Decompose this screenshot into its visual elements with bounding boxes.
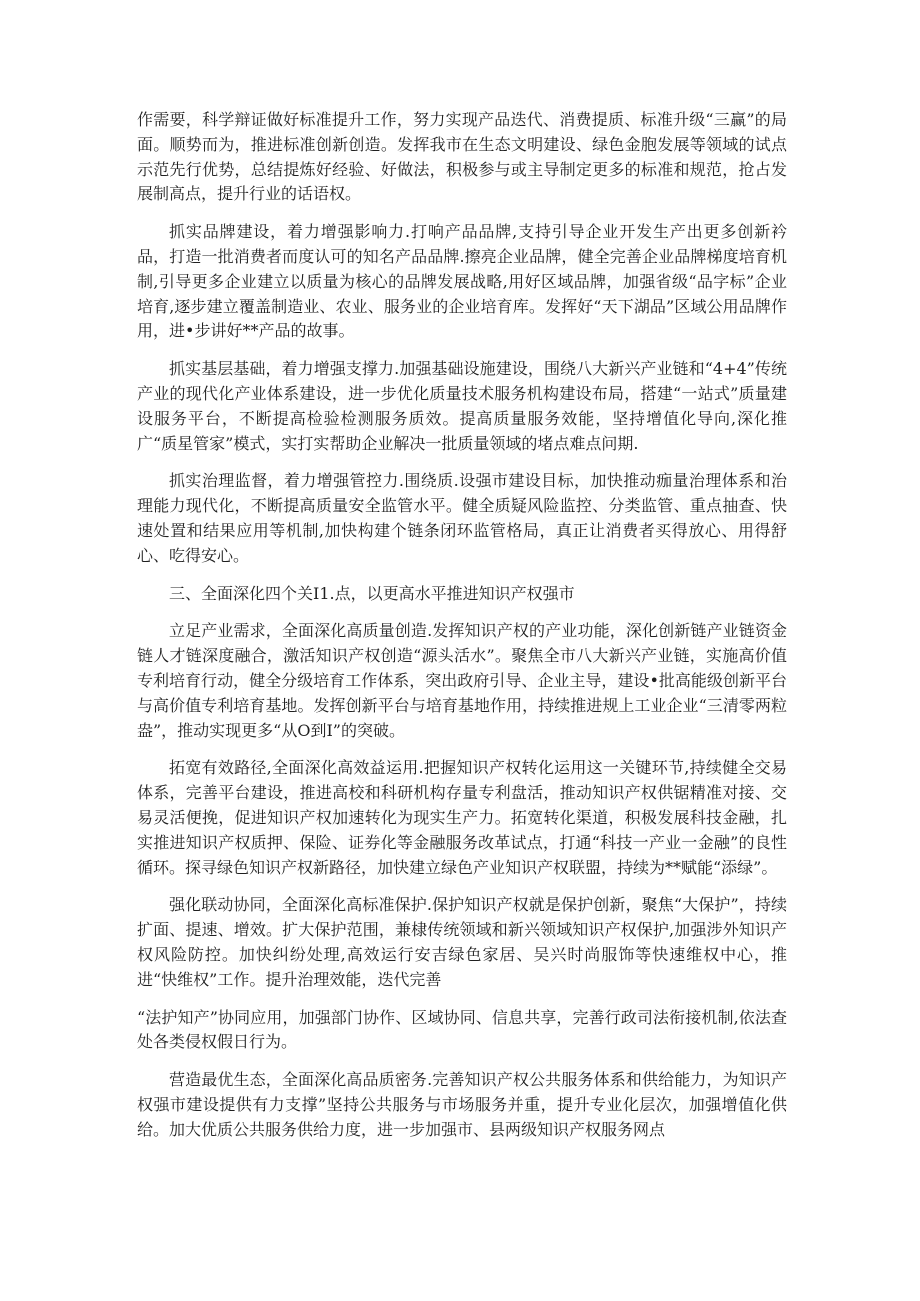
paragraph-foundation: 抓实基层基础，着力增强支撑力.加强基础设施建设，围绕八大新兴产业链和“4+4”传统产业的现代化产业体系建设，进一步优化质量技术服务机构建设布局，搭建“一站式”质量建设服务平台，不断提高检验检测服务质效。提高质量服务效能，坚持增值化导向,深化推广“质星管家”模式，实打实帮助企业解决一批质量领域的堵点难点问期. — [137, 359, 787, 453]
paragraph-supervision: 抓实治理监督，着力增强管控力.围绕质.设强市建设目标，加快推动痂量治理体系和治理能力现代化，不断提高质量安全监管水平。健全质疑风险监控、分类监管、重点抽查、快速处置和结果应用等机制,加快构建个链条闭环监管格局，真正让消费者买得放心、用得舒心、吃得安心。 — [137, 471, 787, 565]
paragraph-protection: 强化联动协同，全面深化高标准保护.保护知识产权就是保护创新，聚焦“大保护”，持续扩面、提速、增效。扩大保护范围，兼棣传统领域和新兴领域知识产权保护,加强涉外知识产权风险防控。加快纠纷处理,高效运行安吉绿色家居、吴兴时尚服饰等快速维权中心，推进“快维权”工作。提升治理效能，迭代完善 — [137, 895, 787, 989]
paragraph-standards: 作需要，科学辩证做好标准提升工作，努力实现产品迭代、消费提质、标准升级“三赢”的局面。顺势而为，推进标准创新创造。发挥我市在生态文明建设、绿色金胞发展等领域的试点示范先行优势，总结提炼好经验、好做法，积极参与或主导制定更多的标准和规范，抢占发展制高点，提升行业的话语权。 — [137, 110, 787, 204]
paragraph-creation: 立足产业需求，全面深化高质量创造.发挥知识产权的产业功能，深化创新链产业链资金链人才链深度融合，激活知识产权创造“源头活水”。聚焦全市八大新兴产业链，实施高价值专利培育行动，健全分级培育工作体系，突出政府引导、企业主导，建设•批高能级创新平台与高价值专利培育基地。发挥创新平台与培育基地作用，持续推进规上工业企业“三清零两粒盎”，推动实现更多“从O到I”的突破。 — [137, 621, 787, 740]
paragraph-protection-continued: “法护知产”协同应用，加强部门协作、区域协同、信息共享，完善行政司法衔接机制,依法查处各类侵权假日行为。 — [137, 1007, 787, 1052]
paragraph-brand: 抓实品牌建设，着力增强影响力.打响产品品牌,支持引导企业开发生产出更多创新衿品，打造一批消费者而度认可的知名产品品牌.擦亮企业品牌，健全完善企业品牌梯度培育机制,引导更多企业建立以质量为核心的品牌发展战略,用好区域品牌，加强省级“品字标”企业培育,逐步建立覆盖制造业、农业、服务业的企业培育库。发挥好“天下湖品”区域公用品牌作用，进•步讲好**产品的故事。 — [137, 222, 787, 341]
paragraph-break — [137, 993, 787, 1006]
document-body — [137, 108, 787, 1155]
section-heading-ip: 三、全面深化四个关I1.点，以更高水平推进知识产权强市 — [169, 583, 575, 603]
paragraph-service: 营造最优生态，全面深化高品质密务.完善知识产权公共服务体系和供给能力，为知识产权强市建设提供有力支撑”坚持公共服务与市场服务并重，提升专业化层次，加强增值化供给。加大优质公共服务供给力度，进一步加强市、县两级知识产权服务网点 — [137, 1070, 787, 1139]
paragraph-application: 拓宽有效路径,全面深化高效益运用.把握知识产权转化运用这一关键环节,持续健全交易体系，完善平台建设，推进高校和科研机构存量专利盘活，推动知识产权供锯精准对接、交易灵活便挽，促进知识产权加速转化为现实生产力。拓宽转化渠道，积极发展科技金融，扎实推进知识产权质押、保险、证券化等金融服务改革试点，打通“科技一产业一金融”的良性循环。探寻绿色知识产权新路径，加快建立绿色产业知识产权联盟，持续为**赋能“添绿”。 — [137, 758, 787, 877]
